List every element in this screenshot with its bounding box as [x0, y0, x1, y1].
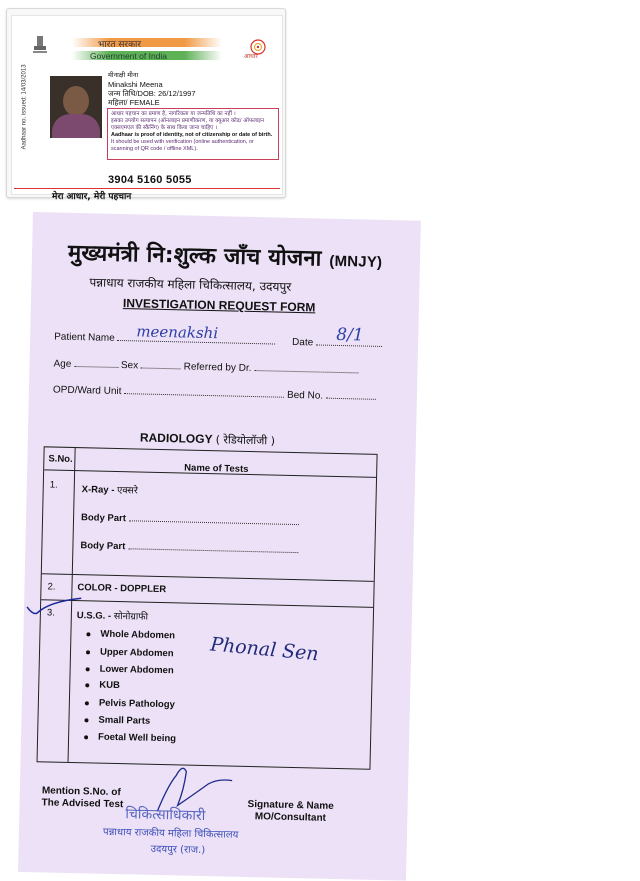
notice-hindi-line-1: आधार पहचान का प्रमाण है, नागरिकता या जन्मतिथि का नहीं । [111, 111, 236, 117]
investigation-form-sheet [18, 212, 421, 881]
xray-label-hindi: एक्सरे [116, 484, 138, 497]
row-2-sno: 2. [47, 581, 56, 593]
notice-english-bold: Aadhaar is proof of identity, not of citizenship or date of birth. [111, 132, 273, 138]
aadhaar-tagline: मेरा आधार, मेरी पहचान [52, 192, 132, 202]
usg-item: Small Parts [98, 714, 151, 727]
sex-line [141, 358, 181, 369]
holder-details [108, 71, 196, 107]
bullet-4 [85, 683, 89, 687]
mention-line-2: The Advised Test [41, 797, 124, 811]
form-title: INVESTIGATION REQUEST FORM [122, 296, 316, 315]
body-part-2-line [128, 539, 298, 553]
row-1-test [82, 482, 138, 496]
bullet-3 [86, 667, 90, 671]
body-part-1-label: Body Part [80, 512, 127, 525]
signature-line-2: MO/Consultant [254, 811, 327, 824]
signature-line-1: Signature & Name [247, 799, 334, 812]
usg-label: U.S.G. - [76, 610, 112, 622]
row-2-test: COLOR - DOPPLER [77, 582, 167, 596]
holder-name-english: Minakshi Meena [108, 80, 163, 89]
opd-field [53, 383, 376, 403]
aadhaar-card [6, 8, 286, 202]
aadhaar-number: 3904 5160 5055 [108, 174, 192, 186]
doctor-signature-handwritten: Phonal Sen [209, 633, 320, 666]
radiology-label-hindi: ( रेडियोलॉजी ) [215, 433, 276, 448]
government-english: Government of India [90, 51, 168, 61]
signature-label [247, 799, 334, 825]
tests-table [37, 446, 378, 769]
mention-sno-label [41, 785, 123, 811]
usg-item: Foetal Well being [97, 731, 177, 745]
bullet-2 [86, 650, 90, 654]
mention-line-1: Mention S.No. of [41, 785, 121, 799]
age-line [74, 357, 118, 368]
row-3-test [77, 608, 148, 623]
photo-body [52, 114, 100, 138]
stamp-hospital: पन्नाधाय राजकीय महिला चिकित्सालय [102, 826, 239, 841]
notice-english: It should be used with verification (online authentication, or scanning of QR code / offline XML). [111, 139, 254, 152]
row-3-sno: 3. [46, 607, 55, 619]
referred-label: Referred by Dr. [183, 361, 252, 374]
row-1-sno: 1. [49, 479, 58, 491]
body-part-1 [81, 510, 299, 528]
bullet-1 [86, 632, 90, 636]
xray-label: X-Ray - [81, 484, 115, 496]
sex-label: Sex [120, 360, 139, 372]
aadhaar-notice-box [107, 108, 279, 160]
usg-item: KUB [99, 679, 120, 692]
body-part-2-label: Body Part [80, 540, 126, 553]
stamp-city: उदयपुर (राज.) [150, 843, 206, 857]
bullet-5 [85, 701, 89, 705]
date-value: 8/1 [336, 324, 364, 346]
bullet-6 [84, 718, 88, 722]
photo-face [63, 86, 89, 116]
bed-line [326, 389, 376, 400]
age-sex-field [53, 357, 358, 377]
usg-item: Pelvis Pathology [98, 697, 176, 711]
scheme-title [68, 237, 383, 274]
referred-line [254, 361, 358, 373]
tricolor-saffron-band [72, 38, 222, 47]
patient-name-value: meenakshi [136, 322, 219, 343]
patient-name-label: Patient Name [54, 331, 115, 344]
bed-label: Bed No. [286, 389, 324, 402]
table-row-divider-1 [42, 573, 374, 582]
usg-item: Upper Abdomen [99, 646, 174, 660]
aadhaar-logo-text: आधार [244, 53, 258, 60]
date-label: Date [291, 336, 314, 349]
body-part-1-line [129, 511, 299, 525]
national-emblem-icon [30, 34, 50, 56]
usg-item: Whole Abdomen [100, 628, 176, 642]
issued-date-vertical: Aadhaar no. issued: 14/03/2013 [21, 64, 28, 150]
aadhaar-card-face [11, 15, 283, 202]
hospital-name: पन्नाधाय राजकीय महिला चिकित्सालय, उदयपुर [89, 275, 292, 294]
opd-line [124, 384, 284, 398]
scheme-code: (MNJY) [329, 252, 383, 271]
radiology-section-title [140, 430, 275, 448]
notice-hindi-line-2: इसका उपयोग सत्यापन (ऑनलाइन प्रमाणीकरण, या क्यूआर कोड/ ऑफलाइन एक्सएमएल की स्कैनिंग) के साथ किया जाना चाहिए । [111, 118, 265, 131]
body-part-2 [80, 538, 298, 556]
holder-dob: जन्म तिथि/DOB: 26/12/1997 [108, 89, 196, 98]
opd-label: OPD/Ward Unit [52, 384, 122, 398]
header-sno: S.No. [48, 453, 73, 465]
table-row-divider-2 [41, 599, 373, 608]
stamp-designation: चिकित्साधिकारी [125, 806, 206, 825]
usg-item: Lower Abdomen [99, 663, 174, 677]
age-label: Age [53, 358, 72, 370]
header-tests: Name of Tests [184, 462, 249, 475]
usg-label-hindi: सोनोग्राफी [113, 610, 149, 623]
radiology-label: RADIOLOGY [139, 430, 213, 447]
scheme-title-hindi: मुख्यमंत्री नि:शुल्क जाँच योजना [67, 240, 322, 272]
bullet-7 [84, 735, 88, 739]
holder-gender: महिला/ FEMALE [108, 98, 160, 107]
holder-name-hindi: मीनाक्षी मीना [108, 71, 139, 79]
holder-photo [50, 76, 102, 138]
handwritten-checkmark-icon [25, 593, 86, 620]
government-hindi: भारत सरकार [98, 40, 142, 50]
